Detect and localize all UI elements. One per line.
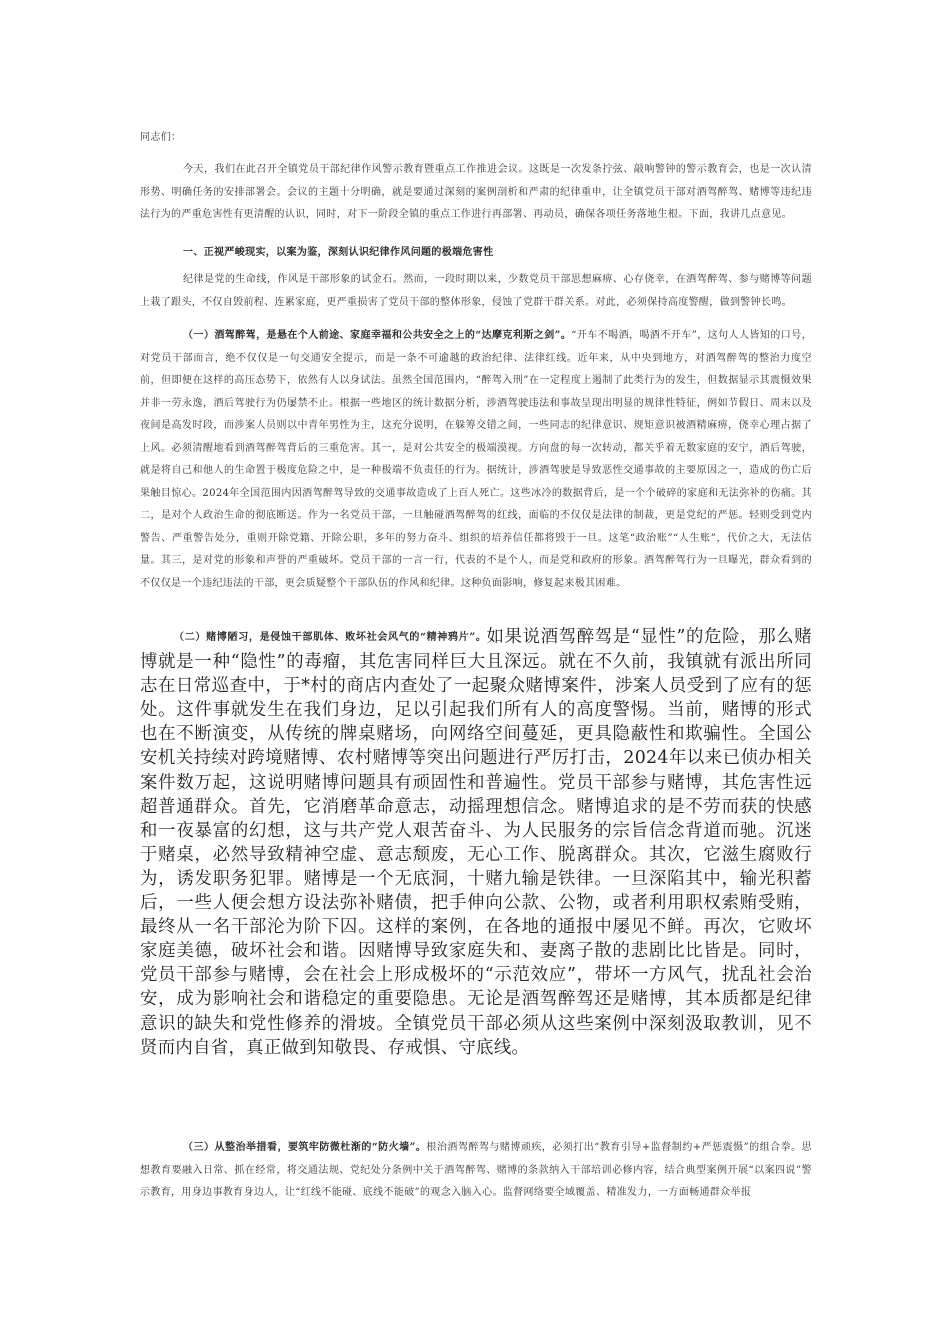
salutation: 同志们： (140, 132, 182, 143)
section-1-paragraph: 纪律是党的生命线，作风是干部形象的试金石。然而，一段时期以来，少数党员干部思想麻痹、心存侥幸，在酒驾醉驾、参与赌博等问题上栽了跟头，不仅自毁前程、连累家庭，更严重损害了党员干部的整体形象，侵蚀了党群干群关系。对此，必须保持高度警醒，做到警钟长鸣。 (140, 274, 812, 308)
subsection-3-body: 根治酒驾醉驾与赌博顽疾，必须打出“教育引导+监督制约+严惩震慑”的组合拳。思想教育要融入日常、抓在经常，将交通法规、党纪处分条例中关于酒驾醉驾、赌博的条款纳入干部培训必修内容，结合典型案例开展“以案四说”警示教育，用身边事教育身边人，让“红线不能碰、底线不能破”的观念入脑入心。监督网络要全域覆盖、精准发力，一方面畅通群众举报 (140, 1142, 812, 1198)
subsection-1-title: （一）酒驾醉驾，是悬在个人前途、家庭幸福和公共安全之上的“达摩克利斯之剑”。 (183, 330, 572, 341)
intro-paragraph: 今天，我们在此召开全镇党员干部纪律作风警示教育暨重点工作推进会议。这既是一次发条拧弦、敲响警钟的警示教育会，也是一次认清形势、明确任务的安排部署会。会议的主题十分明确，就是要通过深刻的案例剖析和严肃的纪律重申，让全镇党员干部对酒驾醉驾、赌博等违纪违法行为的严重危害性有更清醒的认识，同时，对下一阶段全镇的重点工作进行再部署、再动员，确保各项任务落地生根。下面，我讲几点意见。 (140, 164, 812, 220)
subsection-1-body: “开车不喝酒，喝酒不开车”，这句人人皆知的口号，对党员干部而言，绝不仅仅是一句交通安全提示，而是一条不可逾越的政治纪律、法律红线。近年来，从中央到地方，对酒驾醉驾的整治力度空前，但即便在这样的高压态势下，依然有人以身试法。虽然全国范围内，“醉驾入刑”在一定程度上遏制了此类行为的发生，但数据显示其震慑效果并非一劳永逸，酒后驾驶行为仍屡禁不止。根据一些地区的统计数据分析，涉酒驾驶违法和事故呈现出明显的规律性特征，例如节假日、周末以及夜间是高发时段，而涉案人员则以中青年男性为主，这充分说明，在躲筹交错之间，一些同志的纪律意识、规矩意识被酒精麻痹，侥幸心理占据了上风。必须清醒地看到酒驾醉驾背后的三重危害。其一，是对公共安全的极端漠视。方向盘的每一次转动，都关乎着无数家庭的安宁，酒后驾驶，就是将自己和他人的生命置于极度危险之中，是一种极端不负责任的行为。据统计，涉酒驾驶是导致恶性交通事故的主要原因之一，造成的伤亡后果触目惊心。2024年全国范围内因酒驾醉驾导致的交通事故造成了上百人死亡。这些冰冷的数据背后，是一个个破碎的家庭和无法弥补的伤痛。其二，是对个人政治生命的彻底断送。作为一名党员干部，一旦触碰酒驾醉驾的红线，面临的不仅仅是法律的制裁，更是党纪的严惩。轻则受到党内警告、严重警告处分，重则开除党籍、开除公职，多年的努力奋斗、组织的培养信任都将毁于一旦。这笔“政治账”“人生账”，代价之大，无法估量。其三，是对党的形象和声誉的严重破坏。党员干部的一言一行，代表的不是个人，而是党和政府的形象。酒驾醉驾行为一旦曝光，群众看到的不仅仅是一个违纪违法的干部，更会质疑整个干部队伍的作风和纪律。这种负面影响，修复起来极其困难。 (140, 330, 813, 589)
subsection-2-body: 如果说酒驾醉驾是“显性”的危险，那么赌博就是一种“隐性”的毒瘤，其危害同样巨大且深远。就在不久前，我镇就有派出所同志在日常巡查中，于*村的商店内查处了一起聚众赌博案件，涉案人员受到了应有的惩处。这件事就发生在我们身边，足以引起我们所有人的高度警惕。当前，赌博的形式也在不断演变，从传统的牌桌赌场，向网络空间蔓延，更具隐蔽性和欺骗性。全国公安机关持续对跨境赌博、农村赌博等突出问题进行严厉打击，2024年以来已侦办相关案件数万起，这说明赌博问题具有顽固性和普遍性。党员干部参与赌博，其危害性远超普通群众。首先，它消磨革命意志，动摇理想信念。赌博追求的是不劳而获的快感和一夜暴富的幻想，这与共产党人艰苦奋斗、为人民服务的宗旨信念背道而驰。沉迷于赌桌，必然导致精神空虚、意志颓废，无心工作、脱离群众。其次，它滋生腐败行为，诱发职务犯罪。赌博是一个无底洞，十赌九输是铁律。一旦深陷其中，输光积蓄后，一些人便会想方设法弥补赌债，把手伸向公款、公物，或者利用职权索贿受贿，最终从一名干部沦为阶下囚。这样的案例，在各地的通报中屡见不鲜。再次，它败坏家庭美德，破坏社会和谐。因赌博导致家庭失和、妻离子散的悲剧比比皆是。同时，党员干部参与赌博，会在社会上形成极坏的“示范效应”，带坏一方风气，扰乱社会治安，成为影响社会和谐稳定的重要隐患。无论是酒驾醉驾还是赌博，其本质都是纪律意识的缺失和党性修养的滑坡。全镇党员干部必须从这些案例中深刻汲取教训，见不贤而内自省，真正做到知敬畏、存戒惧、守底线。 (140, 627, 812, 1058)
subsection-3-title: （三）从整治举措看，要筑牢防微杜渐的“防火墙”。 (183, 1142, 427, 1153)
section-1-heading: 一、正视严峻现实，以案为鉴，深刻认识纪律作风问题的极端危害性 (183, 247, 494, 258)
subsection-1-paragraph (140, 325, 812, 595)
subsection-2-paragraph (140, 625, 812, 1060)
subsection-2-title: （二）赌博陋习，是侵蚀干部肌体、败坏社会风气的“精神鸦片”。 (174, 632, 487, 643)
subsection-3-paragraph (140, 1137, 812, 1205)
